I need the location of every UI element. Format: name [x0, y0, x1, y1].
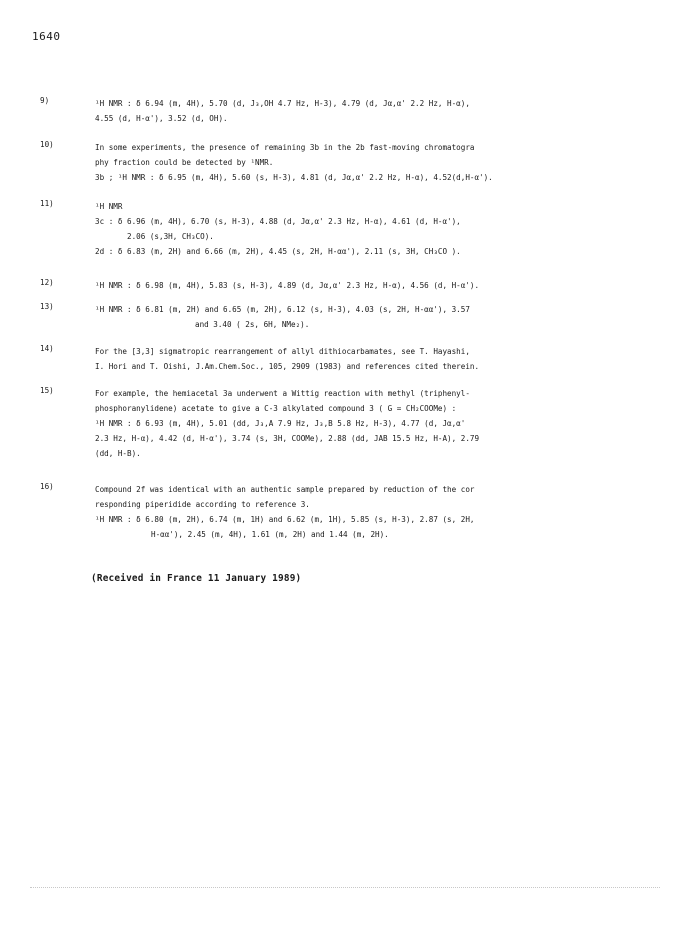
- footnote-line: For the [3,3] sigmatropic rearrangement of allyl dithiocarbamates, see T. Hayashi,: [95, 347, 470, 356]
- footnote-line: 2.3 Hz, H-α), 4.42 (d, H-α'), 3.74 (s, 3H, COOMe), 2.88 (dd, JAB 15.5 Hz, H-A), 2.79: [95, 434, 480, 443]
- footnote-line: ¹H NMR : δ 6.81 (m, 2H) and 6.65 (m, 2H), 6.12 (s, H-3), 4.03 (s, 2H, H-αα'), 3.57: [95, 305, 470, 314]
- footnote-number: 10): [40, 140, 54, 149]
- footnote-line: responding piperidide according to reference 3.: [95, 500, 310, 509]
- scan-artifact-divider: [30, 887, 660, 889]
- footnote-line: 2d : δ 6.83 (m, 2H) and 6.66 (m, 2H), 4.45 (s, 2H, H-αα'), 2.11 (s, 3H, CH₃CO ).: [95, 247, 461, 256]
- footnote-line: ¹H NMR : δ 6.98 (m, 4H), 5.83 (s, H-3), 4.89 (d, Jα,α' 2.3 Hz, H-α), 4.56 (d, H-α').: [95, 281, 480, 290]
- footnote-line: (dd, H-B).: [95, 449, 141, 458]
- footnote-number: 16): [40, 482, 54, 491]
- footnote-line: 3c : δ 6.96 (m, 4H), 6.70 (s, H-3), 4.88 (d, Jα,α' 2.3 Hz, H-α), 4.61 (d, H-α'),: [95, 217, 461, 226]
- footnote-line: H-αα'), 2.45 (m, 4H), 1.61 (m, 2H) and 1.44 (m, 2H).: [151, 530, 389, 539]
- footnote-line: 3b ; ¹H NMR : δ 6.95 (m, 4H), 5.60 (s, H-3), 4.81 (d, Jα,α' 2.2 Hz, H-α), 4.52(d,H-α').: [95, 173, 493, 182]
- footnote-line: and 3.40 ( 2s, 6H, NMe₂).: [195, 320, 310, 329]
- footnote-line: For example, the hemiacetal 3a underwent a Wittig reaction with methyl (triphenyl-: [95, 389, 470, 398]
- footnote-line: 4.55 (d, H-α'), 3.52 (d, OH).: [95, 114, 228, 123]
- footnote-number: 12): [40, 278, 54, 287]
- footnote-line: phy fraction could be detected by ¹NMR.: [95, 158, 274, 167]
- footnote-line: 2.06 (s,3H, CH₃CO).: [127, 232, 214, 241]
- footnote-line: In some experiments, the presence of remaining 3b in the 2b fast-moving chromatogra: [95, 143, 475, 152]
- page-number: 1640: [32, 30, 61, 43]
- footnote-number: 11): [40, 199, 54, 208]
- footnote-number: 9): [40, 96, 50, 105]
- footnote-line: I. Hori and T. Oishi, J.Am.Chem.Soc., 105, 2909 (1983) and references cited therein.: [95, 362, 480, 371]
- footnote-number: 15): [40, 386, 54, 395]
- footnote-line: ¹H NMR : δ 6.80 (m, 2H), 6.74 (m, 1H) and 6.62 (m, 1H), 5.85 (s, H-3), 2.87 (s, 2H,: [95, 515, 475, 524]
- footnote-line: ¹H NMR : δ 6.94 (m, 4H), 5.70 (d, J₃,OH 4.7 Hz, H-3), 4.79 (d, Jα,α' 2.2 Hz, H-α),: [95, 99, 470, 108]
- footnote-number: 14): [40, 344, 54, 353]
- footnote-line: phosphoranylidene) acetate to give a C-3 alkylated compound 3 ( G = CH₂COOMe) :: [95, 404, 457, 413]
- footnote-number: 13): [40, 302, 54, 311]
- received-date: (Received in France 11 January 1989): [91, 573, 302, 584]
- footnote-line: ¹H NMR: [95, 202, 123, 211]
- footnote-line: ¹H NMR : δ 6.93 (m, 4H), 5.01 (dd, J₃,A 7.9 Hz, J₃,B 5.8 Hz, H-3), 4.77 (d, Jα,α': [95, 419, 466, 428]
- footnote-line: Compound 2f was identical with an authentic sample prepared by reduction of the cor: [95, 485, 475, 494]
